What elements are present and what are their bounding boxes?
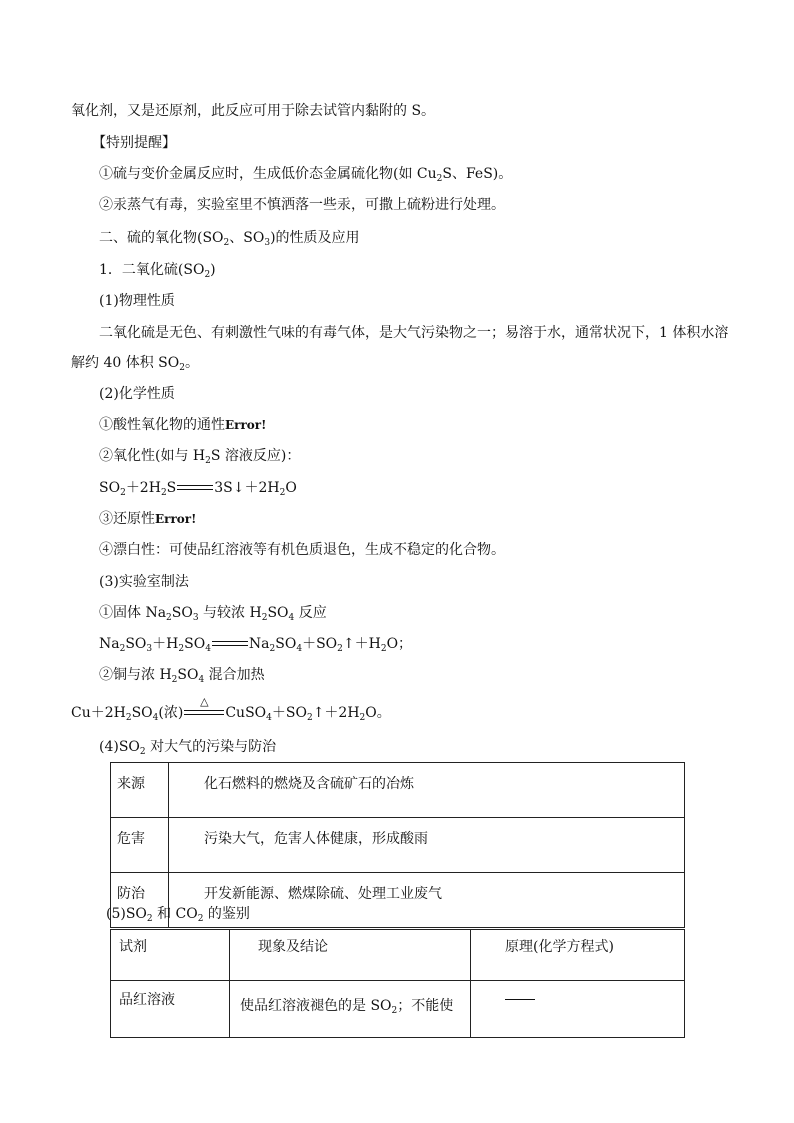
subscript: 2 — [269, 644, 276, 654]
text: Cu＋2H — [71, 705, 126, 721]
subscript: 2 — [178, 644, 185, 654]
subheading — [99, 384, 175, 404]
text-line — [99, 323, 728, 343]
text: SO — [275, 636, 297, 652]
subscript: 2 — [436, 174, 443, 184]
table-row — [111, 981, 685, 1038]
principle-cell — [471, 981, 685, 1038]
row-label: 危害 — [111, 818, 169, 873]
text: 【特别提醒】 — [92, 135, 176, 151]
row-label: 防治 — [111, 873, 169, 928]
text: O — [285, 480, 297, 496]
table-row — [111, 818, 685, 873]
header-cell: 原理(化学方程式) — [471, 930, 685, 981]
subscript: 2 — [171, 675, 178, 685]
text: 对大气的污染与防治 — [145, 739, 277, 755]
error-text: Error! — [225, 418, 267, 432]
text: 二氧化硫是无色、有刺激性气味的有毒气体，是大气污染物之一；易溶于水，通常状况下，1 体积水溶 — [99, 325, 729, 341]
text: ①硫与变价金属反应时，生成低价态金属硫化物(如 Cu — [99, 166, 437, 182]
subscript: 2 — [380, 644, 387, 654]
text-line — [99, 509, 196, 529]
equals-sign — [177, 483, 213, 493]
text: ) — [210, 262, 216, 278]
text-line — [71, 353, 199, 373]
text: S 溶液反应)： — [210, 448, 301, 464]
text: ↑＋2H — [312, 705, 360, 721]
text: (5)SO — [106, 906, 147, 922]
subscript: 2 — [204, 270, 211, 280]
observation-cell — [230, 981, 471, 1038]
text: 二、硫的氧化物(SO — [99, 230, 224, 246]
subheading — [99, 737, 276, 757]
text: O； — [386, 636, 413, 652]
text: ＋SO — [302, 636, 338, 652]
text: O。 — [365, 705, 391, 721]
subscript: 2 — [359, 713, 366, 723]
text: CuSO — [225, 705, 267, 721]
text-line — [99, 446, 300, 466]
text: 混合加热 — [204, 667, 265, 683]
text: 、SO — [229, 230, 265, 246]
text-line — [71, 101, 435, 121]
text: (3)实验室制法 — [99, 574, 189, 590]
text-line — [99, 665, 265, 685]
identification-table — [110, 929, 685, 1038]
text: 。 — [184, 355, 199, 371]
text: ①固体 Na — [99, 605, 167, 621]
section-label — [92, 133, 176, 153]
subheading — [106, 904, 250, 924]
text: ①酸性氧化物的通性 — [99, 417, 225, 433]
text: ；不能使 — [397, 998, 454, 1014]
header-cell: 现象及结论 — [230, 930, 471, 981]
subscript: 2 — [179, 363, 185, 373]
text: S — [166, 480, 177, 496]
subscript: 2 — [120, 488, 126, 498]
row-content: 化石燃料的燃烧及含硫矿石的冶炼 — [169, 763, 685, 818]
text-line — [99, 164, 512, 184]
subscript: 3 — [264, 238, 271, 248]
text: SO — [125, 636, 147, 652]
text: ④漂白性：可使品红溶液等有机色质退色，生成不稳定的化合物。 — [99, 542, 505, 558]
heat-symbol: △ — [200, 695, 209, 708]
subheading — [99, 260, 216, 280]
table-header-row — [111, 930, 685, 981]
subheading — [99, 291, 175, 311]
subscript: 2 — [125, 713, 132, 723]
text: ②汞蒸气有毒，实验室里不慎洒落一些汞，可撒上硫粉进行处理。 — [99, 197, 505, 213]
text: 3S↓＋2H — [214, 480, 280, 496]
header-cell: 试剂 — [111, 930, 230, 981]
subscript: 2 — [337, 644, 343, 654]
subscript: 2 — [119, 644, 126, 654]
text: (1)物理性质 — [99, 293, 175, 309]
table-row — [111, 763, 685, 818]
subscript: 3 — [146, 644, 153, 654]
error-text: Error! — [155, 512, 197, 526]
text-line — [99, 415, 266, 435]
subscript: 2 — [205, 456, 211, 466]
text: 使品红溶液褪色的是 SO — [240, 998, 392, 1014]
text: 氧化剂，又是还原剂，此反应可用于除去试管内黏附的 S。 — [71, 103, 436, 119]
subscript: 2 — [306, 713, 313, 723]
row-content: 污染大气，危害人体健康，形成酸雨 — [169, 818, 685, 873]
subscript: 2 — [391, 1006, 398, 1016]
text: (浓) — [158, 705, 184, 721]
equation — [99, 634, 412, 654]
text: (2)化学性质 — [99, 386, 175, 402]
text: SO — [177, 667, 199, 683]
text: ③还原性 — [99, 511, 155, 527]
reagent-cell: 品红溶液 — [111, 981, 230, 1038]
text: SO — [267, 605, 289, 621]
text-line — [99, 195, 505, 215]
text: 反应 — [294, 605, 327, 621]
text: 和 CO — [152, 906, 198, 922]
subscript: 3 — [192, 613, 199, 623]
text: ＋H — [152, 636, 179, 652]
row-label: 来源 — [111, 763, 169, 818]
subscript: 2 — [166, 613, 172, 623]
text: 解约 40 体积 SO — [71, 355, 180, 371]
text: S、FeS)。 — [442, 166, 513, 182]
subscript: 2 — [197, 914, 204, 924]
subscript: 2 — [279, 488, 286, 498]
subscript: 2 — [139, 747, 146, 757]
text: ②铜与浓 H — [99, 667, 172, 683]
text: ↑＋H — [342, 636, 381, 652]
section-heading — [99, 228, 360, 248]
row-content: 开发新能源、燃煤除硫、处理工业废气 — [169, 873, 685, 928]
subscript: 2 — [223, 238, 230, 248]
text: SO — [131, 705, 153, 721]
text: Na — [248, 636, 270, 652]
subscript: 2 — [146, 914, 153, 924]
blank-dash — [505, 999, 535, 1000]
text: ＋SO — [271, 705, 307, 721]
text: SO — [99, 480, 121, 496]
subscript: 4 — [266, 713, 272, 723]
subscript: 2 — [160, 488, 167, 498]
text: )的性质及应用 — [270, 230, 360, 246]
text: (4)SO — [99, 739, 140, 755]
text: 1．二氧化硫(SO — [99, 262, 205, 278]
text: ②氧化性(如与 H — [99, 448, 206, 464]
equals-sign — [212, 639, 248, 649]
equation — [99, 478, 297, 498]
text: SO — [171, 605, 193, 621]
text-line — [99, 540, 505, 560]
text: 的鉴别 — [203, 906, 250, 922]
subheading — [99, 572, 189, 592]
subscript: 4 — [198, 675, 205, 685]
text: 与较浓 H — [198, 605, 262, 621]
subscript: 4 — [152, 713, 159, 723]
equals-sign — [184, 695, 224, 718]
subscript: 4 — [288, 613, 295, 623]
text: SO — [184, 636, 206, 652]
text: Na — [99, 636, 120, 652]
subscript: 4 — [296, 644, 303, 654]
equation — [71, 695, 391, 723]
text-line — [99, 603, 327, 623]
text: ＋2H — [125, 480, 161, 496]
subscript: 4 — [205, 644, 211, 654]
subscript: 2 — [261, 613, 268, 623]
